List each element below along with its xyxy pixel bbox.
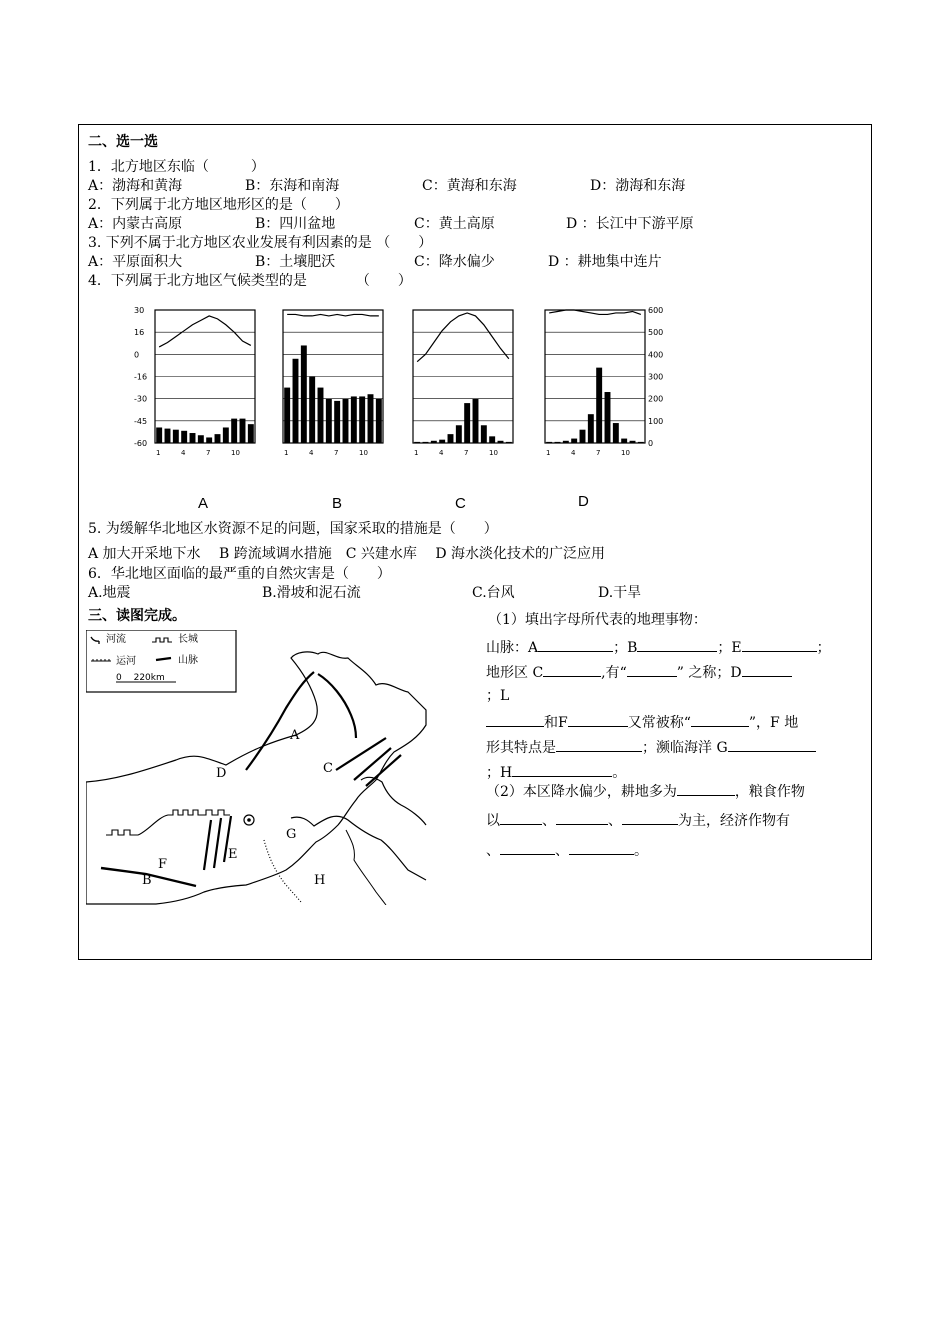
precip-bar <box>198 435 204 443</box>
chart-label-c: C <box>455 495 466 512</box>
section2-heading: 二、选一选 <box>88 134 158 150</box>
month-tick: 1 <box>156 449 161 457</box>
month-tick: 1 <box>284 449 289 457</box>
precip-bar <box>231 419 237 443</box>
chart-label-a: A <box>198 495 209 512</box>
q3-option-c: C：降水偏少 <box>414 254 495 270</box>
precip-bar <box>571 439 577 443</box>
precip-bar <box>588 414 594 443</box>
precip-bar <box>368 394 374 443</box>
precip-bar <box>555 442 561 443</box>
month-tick: 1 <box>546 449 551 457</box>
chart-label-b: B <box>332 495 343 512</box>
blank-l[interactable] <box>486 712 544 727</box>
precip-bar <box>563 441 569 443</box>
precip-bar <box>376 399 382 443</box>
q3-1-title: （1）填出字母所代表的地理事物： <box>488 612 707 628</box>
temp-tick: -30 <box>134 394 148 404</box>
blank-c[interactable] <box>543 662 601 677</box>
north-china-map <box>86 630 428 905</box>
blank-a[interactable] <box>538 637 613 652</box>
precip-tick: 500 <box>648 328 664 338</box>
fill-line-5: 形其特点是 ；濒临海洋 G <box>486 737 816 757</box>
precip-bar <box>448 434 454 443</box>
mountain-c <box>336 738 401 786</box>
precip-bar <box>165 429 171 443</box>
blank-f-feature[interactable] <box>556 737 642 752</box>
temperature-line <box>287 314 379 315</box>
blank-crop-1[interactable] <box>500 810 542 825</box>
month-tick: 7 <box>596 449 601 457</box>
section3-heading: 三、读图完成。 <box>88 608 186 624</box>
blank-c-alias[interactable] <box>627 662 677 677</box>
month-tick: 4 <box>571 449 576 457</box>
month-tick: 10 <box>621 449 630 457</box>
blank-b[interactable] <box>637 637 717 652</box>
map-label-d: D <box>216 766 227 781</box>
month-tick: 4 <box>439 449 444 457</box>
q1-option-a: A：渤海和黄海 <box>88 178 183 194</box>
temp-tick: 16 <box>134 328 145 338</box>
precip-bar <box>240 419 246 443</box>
q2-option-a: A：内蒙古高原 <box>88 216 183 232</box>
precip-bar <box>343 399 349 443</box>
wall-legend-icon <box>152 638 172 642</box>
precip-bar <box>173 430 179 443</box>
q1-option-d: D：渤海和东海 <box>590 178 686 194</box>
blank-farmland[interactable] <box>677 781 735 796</box>
map-label-c: C <box>323 761 333 776</box>
precip-bar <box>630 441 636 443</box>
blank-crop-2[interactable] <box>556 810 608 825</box>
river-legend-icon <box>91 637 99 644</box>
q1-stem: 1．北方地区东临（ ） <box>88 159 265 175</box>
map-label-f: F <box>158 857 168 872</box>
precip-bar <box>456 425 462 443</box>
temp-tick: 0 <box>134 350 140 360</box>
chart-label-d: D <box>578 493 589 510</box>
climate-charts <box>100 300 680 490</box>
precip-bar <box>326 399 332 443</box>
temp-tick: -60 <box>134 439 148 448</box>
precip-bar <box>206 437 212 443</box>
q2-option-b: B：四川盆地 <box>255 216 336 232</box>
legend-scale: 0 220km <box>116 673 165 683</box>
temperature-line <box>549 310 641 314</box>
legend-canal: 运河 <box>116 656 136 667</box>
blank-e[interactable] <box>742 637 817 652</box>
fill-line-4: 和F 又常被称“ ”，F 地 <box>486 712 798 732</box>
fill-line-6: ；H 。 <box>486 762 626 782</box>
fill-line-8: 以 、 、 为主，经济作物有 <box>486 810 790 830</box>
q6-option-c: C.台风 <box>472 585 515 601</box>
precip-tick: 600 <box>648 306 664 315</box>
month-tick: 10 <box>231 449 240 457</box>
precip-bar <box>318 388 324 443</box>
q5-stem: 5. 为缓解华北地区水资源不足的问题，国家采取的措施是（ ） <box>88 521 498 537</box>
precip-bar <box>414 442 420 443</box>
precip-bar <box>439 440 445 443</box>
precip-bar <box>334 401 340 443</box>
precip-tick: 300 <box>648 372 664 382</box>
map-label-h: H <box>314 873 326 888</box>
precip-bar <box>473 399 479 443</box>
fill-line-3: ；L <box>486 688 510 704</box>
precip-bar <box>596 368 602 443</box>
precip-bar <box>359 396 365 443</box>
mountain-legend-icon <box>156 658 171 660</box>
map-label-a: A <box>290 728 300 743</box>
mountain-a <box>246 672 314 770</box>
precip-bar <box>284 388 290 443</box>
fill-line-2: 地形区 C ,有“ ” 之称；D <box>486 662 792 682</box>
mountain-e <box>204 816 231 870</box>
q3-option-b: B：土壤肥沃 <box>255 254 336 270</box>
precip-bar <box>190 433 196 443</box>
legend-wall: 长城 <box>178 634 198 645</box>
temp-tick: 30 <box>134 306 145 315</box>
month-tick: 4 <box>309 449 314 457</box>
q2-stem: 2．下列属于北方地区地形区的是（ ） <box>88 197 349 213</box>
precip-bar <box>301 345 307 443</box>
precip-bar <box>498 441 504 443</box>
q2-option-d: D ：长江中下游平原 <box>566 216 694 232</box>
month-tick: 7 <box>206 449 211 457</box>
precip-bar <box>621 439 627 443</box>
temp-tick: -16 <box>134 372 148 382</box>
blank-f[interactable] <box>568 712 628 727</box>
precip-bar <box>638 442 644 443</box>
blank-cash-2[interactable] <box>569 840 634 855</box>
fill-line-9: 、 、 。 <box>486 840 648 860</box>
precip-bar <box>351 396 357 443</box>
map-label-g: G <box>286 827 297 842</box>
map-label-e: E <box>228 847 238 862</box>
q2-option-c: C：黄土高原 <box>414 216 495 232</box>
month-tick: 10 <box>489 449 498 457</box>
canal-legend-icon <box>91 659 111 661</box>
map-label-b: B <box>142 873 152 888</box>
q6-option-a: A.地震 <box>88 585 131 601</box>
precip-tick: 400 <box>648 350 664 360</box>
legend-mountain: 山脉 <box>178 655 198 666</box>
precip-bar <box>506 442 512 443</box>
precip-tick: 100 <box>648 416 664 426</box>
blank-cash-1[interactable] <box>500 840 555 855</box>
precip-bar <box>293 359 299 443</box>
temperature-line <box>159 316 251 347</box>
fill-line-1: 山脉：A ；B ；E ； <box>486 637 831 657</box>
q4-stem: 4．下列属于北方地区气候类型的是 （ ） <box>88 273 412 289</box>
month-tick: 7 <box>464 449 469 457</box>
q6-option-d: D.干旱 <box>598 585 642 601</box>
q6-stem: 6．华北地区面临的最严重的自然灾害是（ ） <box>88 566 391 582</box>
q1-option-b: B：东海和南海 <box>245 178 340 194</box>
precip-bar <box>215 434 221 443</box>
month-tick: 7 <box>334 449 339 457</box>
precip-tick: 200 <box>648 394 664 404</box>
q1-option-c: C：黄海和东海 <box>422 178 517 194</box>
precip-tick: 0 <box>648 439 654 448</box>
q5-options: A 加大开采地下水 B 跨流域调水措施 C 兴建水库 D 海水淡化技术的广泛应用 <box>88 546 606 562</box>
precip-bar <box>481 425 487 443</box>
precip-bar <box>156 427 162 443</box>
q3-stem: 3. 下列不属于北方地区农业发展有利因素的是 （ ） <box>88 235 433 251</box>
blank-d[interactable] <box>742 662 792 677</box>
blank-g[interactable] <box>728 737 816 752</box>
precip-bar <box>431 441 437 443</box>
blank-crop-3[interactable] <box>622 810 678 825</box>
precip-bar <box>605 392 611 443</box>
precip-bar <box>613 423 619 443</box>
precip-bar <box>248 424 254 443</box>
precip-bar <box>489 436 495 443</box>
temp-tick: -45 <box>134 416 148 426</box>
month-tick: 10 <box>359 449 368 457</box>
q6-option-b: B.滑坡和泥石流 <box>262 585 361 601</box>
q3-option-d: D ：耕地集中连片 <box>548 254 662 270</box>
precip-bar <box>546 442 552 443</box>
precip-bar <box>223 427 229 443</box>
month-tick: 1 <box>414 449 419 457</box>
precip-bar <box>423 442 429 443</box>
month-tick: 4 <box>181 449 186 457</box>
precip-bar <box>181 431 187 443</box>
q3-option-a: A：平原面积大 <box>88 254 183 270</box>
precip-bar <box>309 377 315 444</box>
legend-river: 河流 <box>106 634 126 645</box>
blank-f-alias[interactable] <box>691 712 749 727</box>
precip-bar <box>464 403 470 443</box>
blank-h[interactable] <box>512 762 612 777</box>
precip-bar <box>580 430 586 443</box>
fill-line-7: （2）本区降水偏少，耕地多为 ，粮食作物 <box>486 781 805 801</box>
